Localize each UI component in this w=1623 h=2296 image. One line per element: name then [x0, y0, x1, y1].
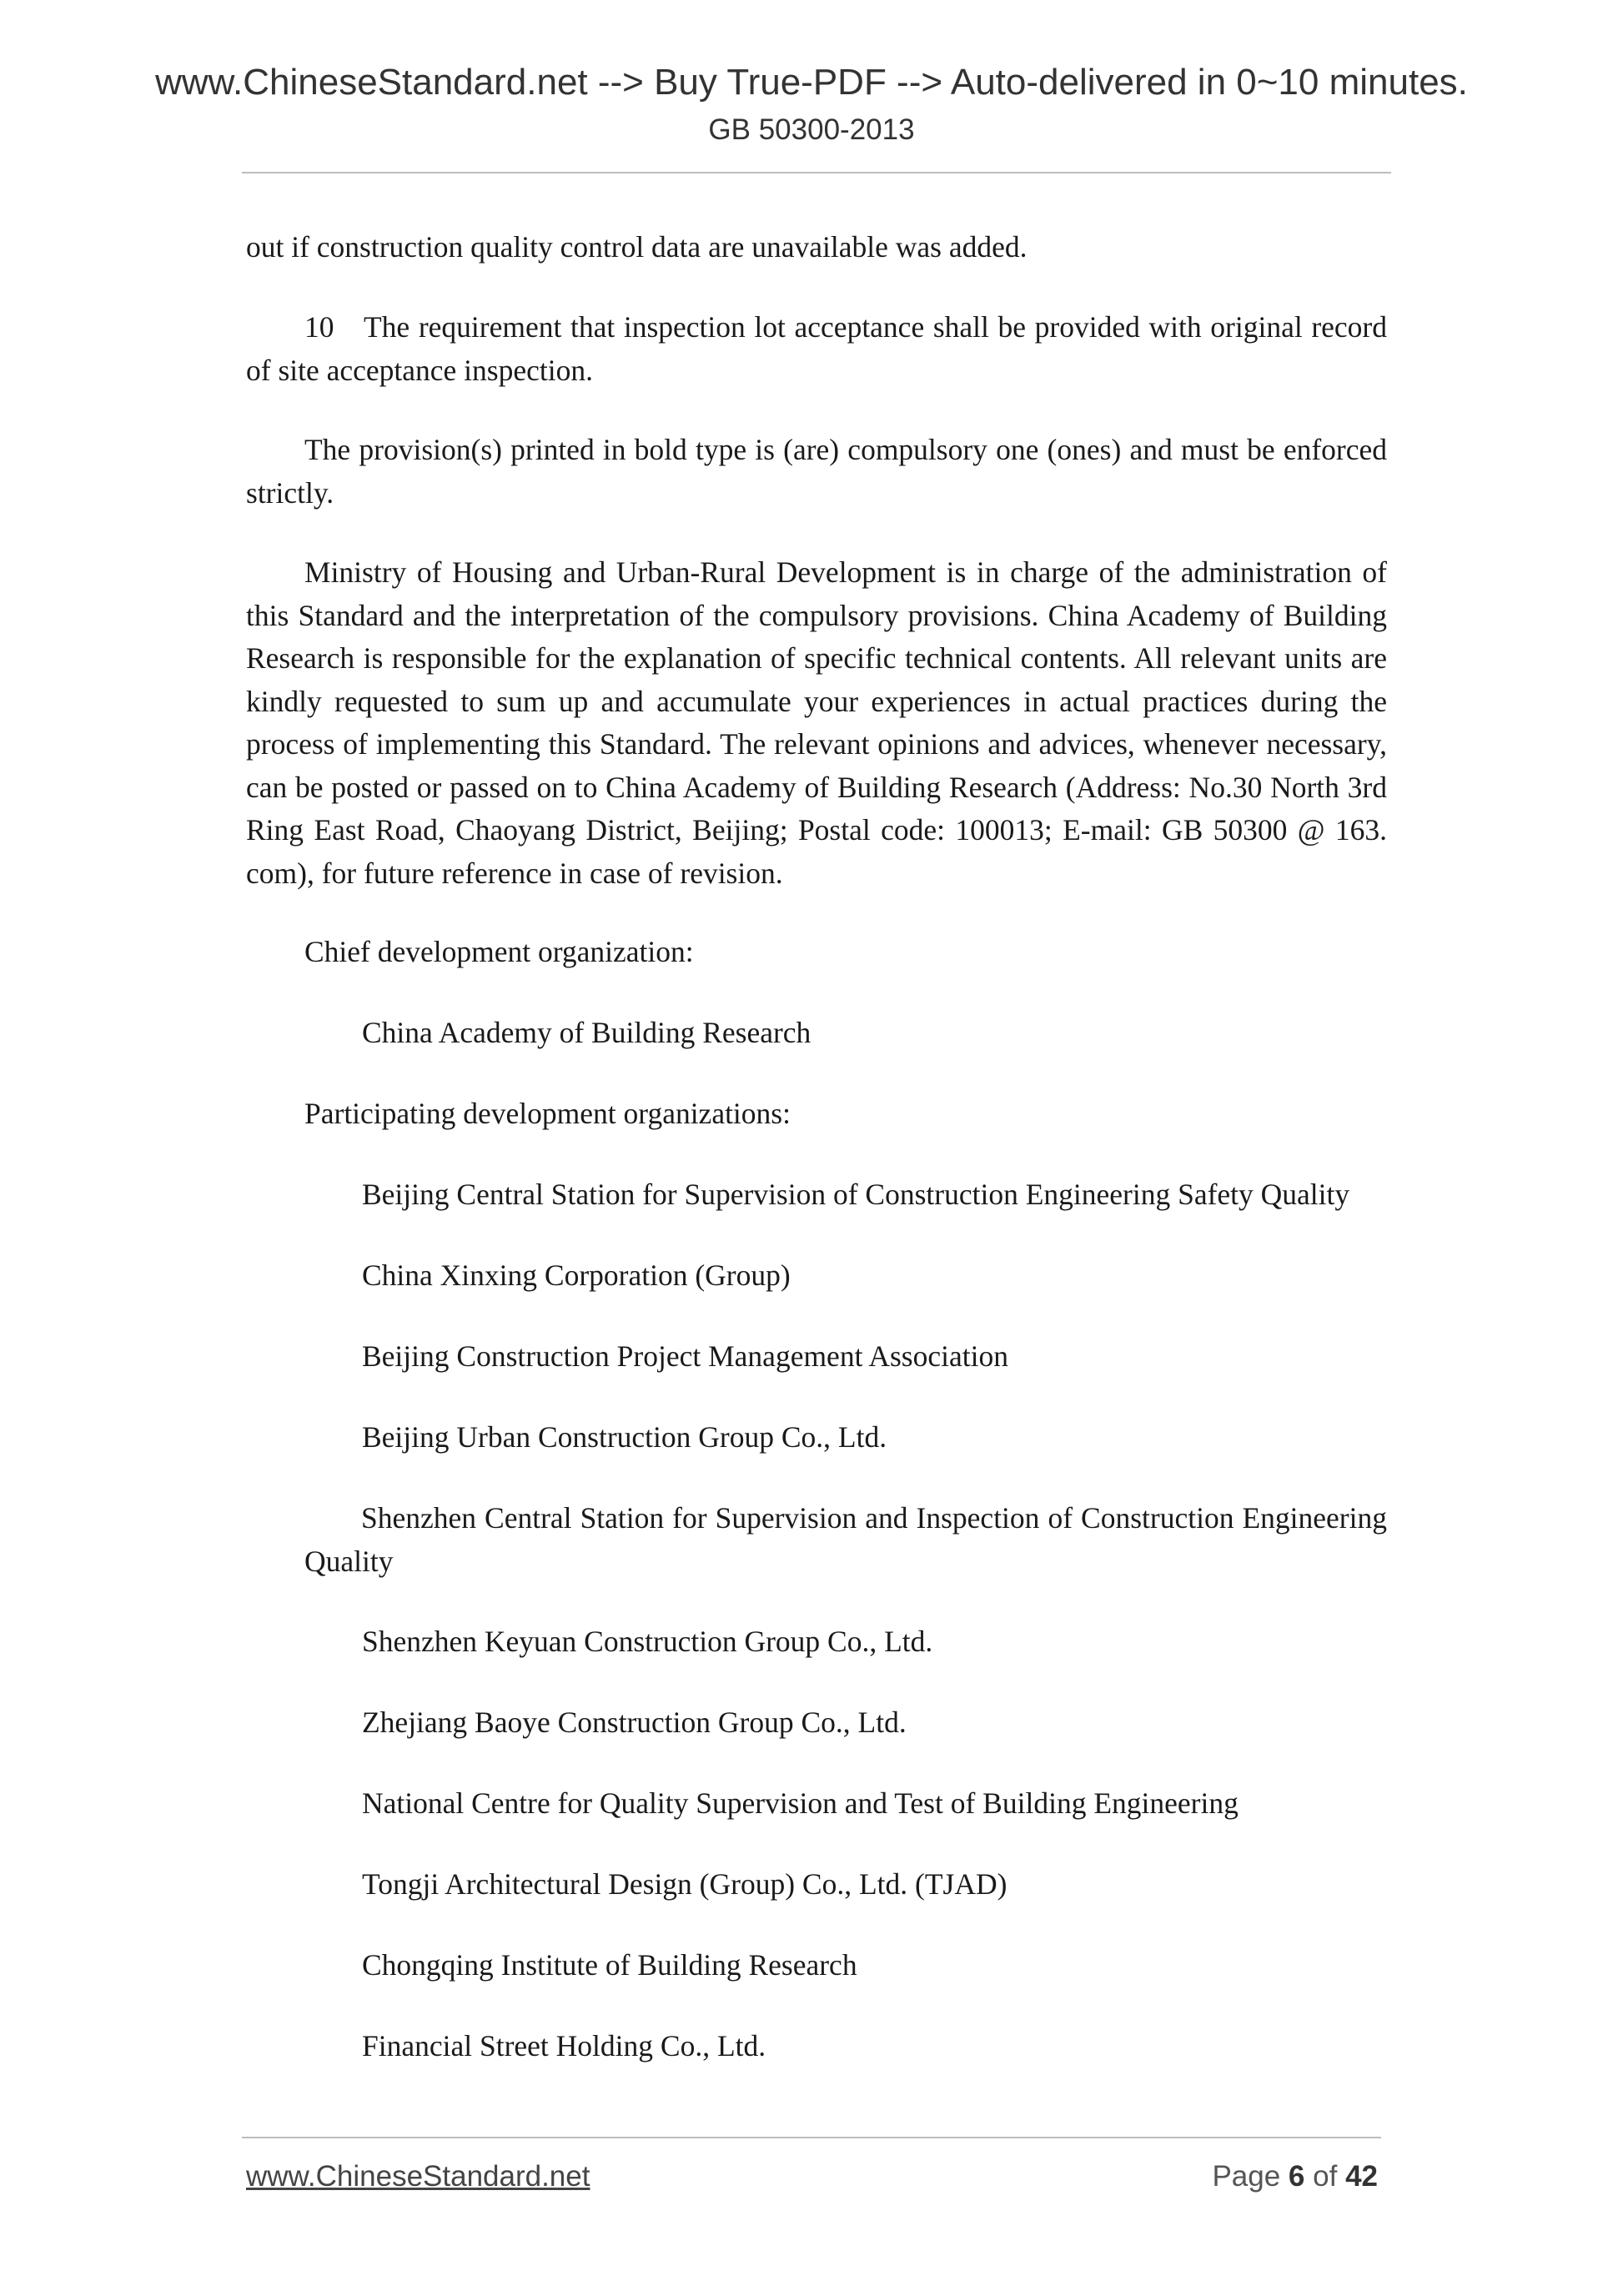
footer-site-link[interactable]: www.ChineseStandard.net: [246, 2160, 590, 2193]
page-total: 42: [1345, 2160, 1378, 2193]
participating-org: Tongji Architectural Design (Group) Co., Ltd. (TJAD): [362, 1867, 1007, 1901]
page-prefix: Page: [1212, 2160, 1281, 2193]
participating-org: Beijing Central Station for Supervision of Construction Engineering Safety Quality: [362, 1178, 1350, 1211]
item-10-paragraph: 10 The requirement that inspection lot acceptance shall be provided with original record of site acceptance inspection.: [246, 310, 1387, 387]
footer-divider: [242, 2137, 1381, 2138]
participating-org: Shenzhen Keyuan Construction Group Co., Ltd.: [362, 1625, 933, 1658]
page-indicator: [1212, 2160, 1378, 2193]
participating-org: Chongqing Institute of Building Research: [362, 1948, 857, 1982]
chief-org-heading: Chief development organization:: [304, 935, 694, 968]
participating-org: Beijing Urban Construction Group Co., Ltd.: [362, 1420, 887, 1454]
page-current: 6: [1288, 2160, 1305, 2193]
participating-heading: Participating development organizations:: [304, 1097, 791, 1130]
participating-org: Financial Street Holding Co., Ltd.: [362, 2029, 766, 2062]
header-banner[interactable]: www.ChineseStandard.net --> Buy True-PDF --> Auto-delivered in 0~10 minutes.: [155, 62, 1468, 103]
bold-provision-note: The provision(s) printed in bold type is (are) compulsory one (ones) and must be enforced strictly.: [246, 433, 1387, 510]
participating-org: Zhejiang Baoye Construction Group Co., Ltd.: [362, 1706, 907, 1739]
header-divider: [242, 172, 1391, 173]
participating-org: Shenzhen Central Station for Supervision and Inspection of Construction Engineering Quality: [304, 1501, 1387, 1578]
ministry-paragraph: Ministry of Housing and Urban-Rural Development is in charge of the administration of this Standard and the interpretation of the compulsory provisions. China Academy of Building Research is responsible for the explanation of specific technical contents. All relevant units are kindly requested to sum up and accumulate your experiences in actual practices during the process of implementing this Standard. The relevant opinions and advices, whenever necessary, can be posted or passed on to China Academy of Building Research (Address: No.30 North 3rd Ring East Road, Chaoyang District, Beijing; Postal code: 100013; E-mail: GB 50300 @ 163. com), for future reference in case of revision.: [246, 555, 1387, 890]
participating-org: Beijing Construction Project Management Association: [362, 1339, 1008, 1373]
chief-org-name: China Academy of Building Research: [362, 1016, 812, 1049]
standard-code: GB 50300-2013: [708, 113, 915, 146]
page-of: of: [1313, 2160, 1338, 2193]
continuation-line: out if construction quality control data are unavailable was added.: [246, 230, 1028, 264]
participating-org: China Xinxing Corporation (Group): [362, 1259, 791, 1292]
participating-org: National Centre for Quality Supervision and Test of Building Engineering: [362, 1786, 1239, 1820]
